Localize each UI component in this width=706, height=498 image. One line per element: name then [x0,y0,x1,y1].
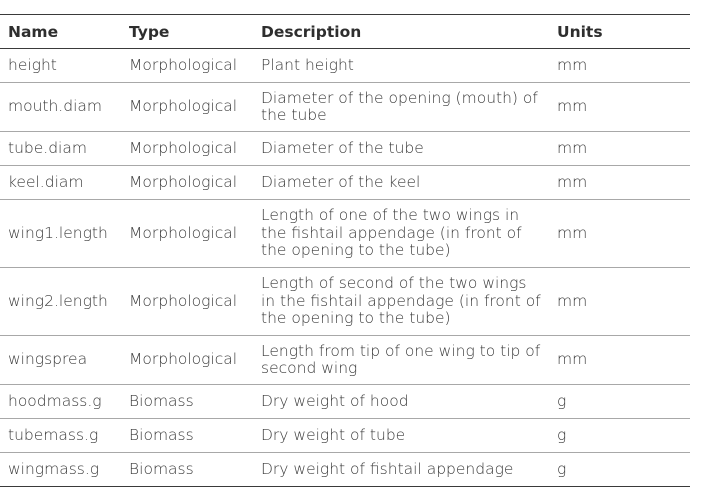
cell-units: mm [557,172,588,191]
cell-name: keel.diam [8,172,84,191]
cell-units: mm [557,55,588,74]
table-row [0,83,690,132]
cell-description: Diameter of the keel [261,172,421,191]
cell-name: wingmass.g [8,459,100,478]
cell-description: Diameter of the tube [261,138,424,157]
cell-name: height [8,55,57,74]
header-row [0,15,690,49]
table-row [0,385,690,419]
cell-type: Morphological [129,350,238,369]
cell-description: Length from tip of one wing to tip of second wing [261,341,541,377]
variables-table-container [0,14,690,487]
cell-type: Morphological [129,291,238,310]
cell-type: Morphological [129,55,238,74]
header-description: Description [261,22,362,41]
table-row [0,453,690,487]
cell-name: wing2.length [8,291,108,310]
cell-type: Morphological [129,223,238,242]
cell-type: Morphological [129,172,238,191]
cell-name: tubemass.g [8,425,99,444]
cell-name: hoodmass.g [8,391,102,410]
table-row [0,268,690,336]
cell-units: g [557,425,567,444]
cell-description: Dry weight of tube [261,425,406,444]
cell-description: Length of second of the two wings in the fishtail appendage (in front of the opening to the tube) [261,274,541,328]
cell-name: wingsprea [8,350,88,369]
cell-type: Morphological [129,97,238,116]
table-row [0,132,690,166]
table-body [0,49,690,487]
header-name: Name [8,22,59,41]
cell-units: mm [557,223,588,242]
cell-description: Length of one of the two wings in the fishtail appendage (in front of the opening to the tube) [261,206,522,260]
cell-type: Biomass [129,459,194,478]
cell-units: mm [557,291,588,310]
cell-units: mm [557,138,588,157]
variables-table [0,14,690,487]
cell-type: Morphological [129,138,238,157]
cell-name: mouth.diam [8,97,102,116]
cell-name: tube.diam [8,138,87,157]
table-row [0,200,690,268]
cell-type: Biomass [129,425,194,444]
cell-units: g [557,459,567,478]
table-header [0,15,690,49]
cell-description: Plant height [261,55,354,74]
table-row [0,419,690,453]
header-units: Units [557,22,603,41]
cell-units: mm [557,97,588,116]
cell-units: g [557,391,567,410]
table-row [0,166,690,200]
cell-description: Dry weight of fishtail appendage [261,459,514,478]
cell-description: Diameter of the opening (mouth) of the tube [261,88,538,124]
table-row [0,336,690,385]
cell-description: Dry weight of hood [261,391,409,410]
cell-units: mm [557,350,588,369]
cell-type: Biomass [129,391,194,410]
header-type: Type [129,22,170,41]
cell-name: wing1.length [8,223,108,242]
table-row [0,49,690,83]
